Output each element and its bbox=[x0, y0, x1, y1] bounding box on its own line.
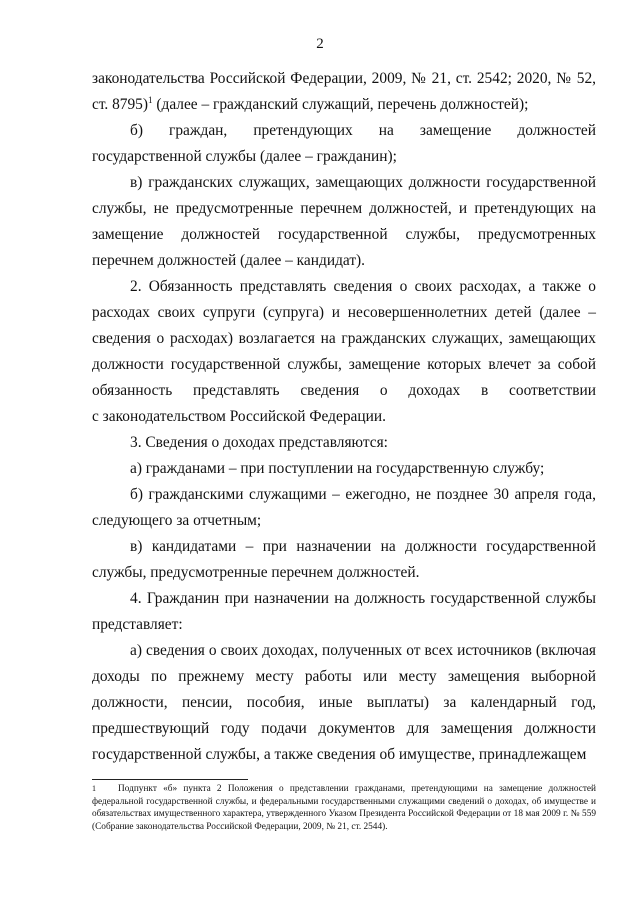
paragraph-section-4: 4. Гражданин при назначении на должность государственной службы представляет: bbox=[92, 590, 596, 633]
paragraph-section-3-a: а) гражданами – при поступлении на государственную службу; bbox=[130, 460, 545, 477]
paragraph-section-4-a: а) сведения о своих доходах, полученных от всех источников (включая доходы по прежнему месту работы или месту замещения выборной должности, пенсии, пособия, иные выплаты) за календарный год, предшествующий году подачи документов для замещения должности государственной службы, а также сведения об имуществе, принадлежащем bbox=[92, 642, 596, 763]
paragraph-text: законодательства Российской Федерации, 2009, № 21, ст. 2542; 2020, № 52, ст. 8795) bbox=[92, 70, 596, 113]
paragraph-section-2-end: с законодательством Российской Федерации. bbox=[92, 408, 386, 425]
paragraph-item-v: в) гражданских служащих, замещающих должности государственной службы, не предусмотренные перечнем должностей, и претендующих на замещение должностей государственной службы, предусмотренных перечнем должностей (далее – кандидат). bbox=[92, 174, 596, 269]
footnote-mark: 1 bbox=[92, 784, 96, 793]
footnote-reference: 1 bbox=[148, 94, 153, 105]
paragraph-section-3: 3. Сведения о доходах представляются: bbox=[130, 434, 388, 451]
paragraph-item-b: б) граждан, претендующих на замещение должностей государственной службы (далее – гражданин); bbox=[92, 122, 596, 165]
footnote-text: Подпункт «б» пункта 2 Положения о представлении гражданами, претендующими на замещение должностей федеральной государственной службы, и федеральными государственными служащими сведений о доходах, об имуществе и обязательствах имущественного характера, утвержденного Указом Президента Российской Федерации от 18 мая 2009 г. № 559 (Собрание законодательства Российской Федерации, 2009, № 21, ст. 2544). bbox=[92, 784, 596, 832]
footnote bbox=[92, 783, 596, 833]
paragraph-section-2: 2. Обязанность представлять сведения о своих расходах, а также о расходах своих супруги (супруга) и несовершеннолетних детей (далее – сведения о расходах) возлагается на гражданских служащих, замещающих должности государственной службы, замещение которых влечет за собой обязанность представлять сведения о доходах в соответствии bbox=[92, 278, 596, 399]
page-number: 2 bbox=[316, 36, 324, 52]
paragraph-section-3-b: б) гражданскими служащими – ежегодно, не позднее 30 апреля года, следующего за отчетным; bbox=[92, 486, 596, 529]
footnote-separator bbox=[92, 779, 248, 780]
paragraph-text-tail: (далее – гражданский служащий, перечень должностей); bbox=[152, 96, 529, 113]
document-body bbox=[92, 66, 596, 768]
paragraph-continuation bbox=[92, 66, 596, 118]
paragraph-section-3-v: в) кандидатами – при назначении на должности государственной службы, предусмотренные перечнем должностей. bbox=[92, 538, 596, 581]
